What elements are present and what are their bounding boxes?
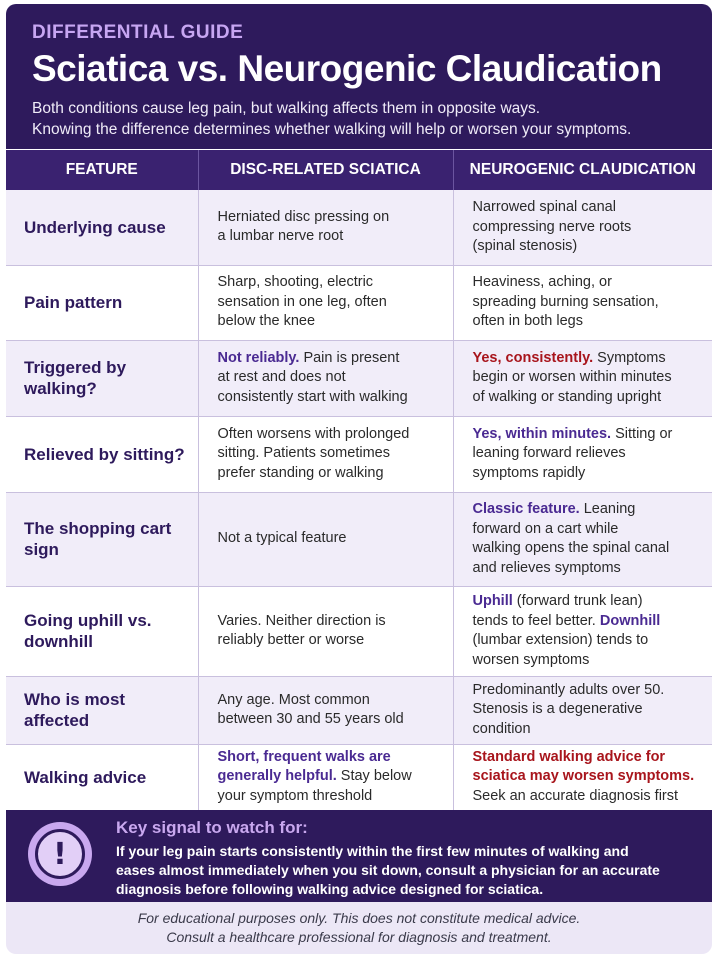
- cell-line: spreading burning sensation,: [472, 293, 659, 310]
- claudication-cell: [453, 190, 712, 265]
- table-row: [6, 676, 712, 744]
- cell-text: tends to feel better.: [472, 612, 600, 629]
- cell-text: Sitting or: [611, 425, 673, 442]
- feature-cell: Pain pattern: [6, 265, 198, 340]
- column-header-sciatica: DISC-RELATED SCIATICA: [198, 150, 453, 190]
- cell-line: Varies. Neither direction is: [217, 612, 386, 629]
- cell-text: Symptoms: [593, 349, 666, 366]
- cell-line: a lumbar nerve root: [217, 228, 344, 245]
- page-title: Sciatica vs. Neurogenic Claudication: [32, 48, 662, 89]
- table-row: [6, 340, 712, 416]
- cell-text: Stay below: [336, 768, 412, 785]
- column-header-feature: FEATURE: [6, 150, 198, 190]
- sciatica-cell: [198, 744, 453, 810]
- claudication-cell: [453, 744, 712, 810]
- emphasis-text: Yes, consistently.: [472, 349, 594, 366]
- cell-text: Leaning: [579, 501, 636, 517]
- table-row: [6, 744, 712, 810]
- cell-line: condition: [472, 720, 531, 737]
- subtitle: [32, 98, 712, 140]
- sciatica-cell: [198, 416, 453, 492]
- cell-line: often in both legs: [472, 313, 583, 330]
- disclaimer-footer: [6, 902, 712, 954]
- column-header-claudication: NEUROGENIC CLAUDICATION: [453, 150, 712, 190]
- cell-line: consistently start with walking: [217, 388, 408, 405]
- subtitle-line-1: Both conditions cause leg pain, but walking affects them in opposite ways.: [32, 100, 541, 117]
- key-signal-line: diagnosis before following walking advice designed for sciatica.: [116, 881, 544, 897]
- cell-line: forward on a cart while: [472, 520, 619, 537]
- cell-line: Seek an accurate diagnosis first: [472, 787, 679, 804]
- sciatica-cell: [198, 492, 453, 586]
- sciatica-cell: [198, 586, 453, 676]
- emphasis-text: Uphill: [472, 593, 513, 609]
- key-signal-line: If your leg pain starts consistently within the first few minutes of walking and: [116, 843, 629, 859]
- table-header-row: [6, 150, 712, 190]
- feature-cell: Who is most affected: [6, 676, 198, 744]
- table-row: [6, 586, 712, 676]
- feature-cell: Triggered by walking?: [6, 340, 198, 416]
- key-signal-line: eases almost immediately when you sit down, consult a physician for an accurate: [116, 862, 660, 878]
- cell-line: Predominantly adults over 50.: [472, 681, 665, 698]
- subtitle-line-2: Knowing the difference determines whether walking will help or worsen your symptoms.: [32, 121, 632, 138]
- exclamation-glyph: !: [35, 829, 85, 879]
- cell-line: Stenosis is a degenerative: [472, 701, 643, 718]
- feature-cell: The shopping cart sign: [6, 492, 198, 586]
- cell-line: (spinal stenosis): [472, 238, 578, 254]
- cell-line: Herniated disc pressing on: [217, 208, 390, 225]
- cell-line: your symptom threshold: [217, 787, 373, 804]
- emphasis-text: Standard walking advice for: [472, 748, 666, 765]
- cell-line: Sharp, shooting, electric: [217, 274, 374, 291]
- emphasis-text: Yes, within minutes.: [472, 425, 612, 442]
- feature-cell: Walking advice: [6, 744, 198, 810]
- cell-line: of walking or standing upright: [472, 388, 662, 405]
- cell-line: reliably better or worse: [217, 632, 365, 648]
- cell-line: symptoms rapidly: [472, 464, 586, 481]
- key-signal-title: Key signal to watch for:: [116, 818, 308, 837]
- claudication-cell: [453, 416, 712, 492]
- feature-cell: Going uphill vs. downhill: [6, 586, 198, 676]
- feature-cell: Relieved by sitting?: [6, 416, 198, 492]
- cell-line: worsen symptoms: [472, 651, 590, 668]
- cell-line: at rest and does not: [217, 369, 346, 386]
- sciatica-cell: [198, 265, 453, 340]
- disclaimer-line-1: For educational purposes only. This does not constitute medical advice.: [137, 910, 581, 926]
- claudication-cell: [453, 586, 712, 676]
- header: [6, 4, 712, 149]
- cell-line: compressing nerve roots: [472, 218, 632, 235]
- claudication-cell: [453, 492, 712, 586]
- cell-line: leaning forward relieves: [472, 445, 626, 462]
- cell-line: Any age. Most common: [217, 691, 370, 708]
- table-row: [6, 190, 712, 265]
- eyebrow-label: DIFFERENTIAL GUIDE: [32, 22, 244, 43]
- claudication-cell: [453, 676, 712, 744]
- cell-line: between 30 and 55 years old: [217, 711, 404, 727]
- key-signal-panel: [6, 810, 712, 902]
- cell-text: Pain is present: [299, 349, 400, 366]
- cell-line: (lumbar extension) tends to: [472, 632, 649, 648]
- cell-line: sensation in one leg, often: [217, 293, 387, 310]
- emphasis-text: generally helpful.: [217, 768, 337, 785]
- emphasis-text: sciatica may worsen symptoms.: [472, 768, 695, 785]
- comparison-table: [6, 150, 712, 811]
- emphasis-text: Downhill: [599, 612, 661, 629]
- exclamation-icon: [28, 822, 92, 886]
- disclaimer-line-2: Consult a healthcare professional for diagnosis and treatment.: [166, 929, 552, 945]
- table-row: [6, 492, 712, 586]
- cell-line: walking opens the spinal canal: [472, 540, 670, 556]
- cell-line: prefer standing or walking: [217, 464, 384, 481]
- table-row: [6, 265, 712, 340]
- cell-line: Often worsens with prolonged: [217, 425, 410, 442]
- claudication-cell: [453, 340, 712, 416]
- claudication-cell: [453, 265, 712, 340]
- emphasis-text: Short, frequent walks are: [217, 748, 391, 765]
- emphasis-text: Classic feature.: [472, 501, 580, 517]
- cell-text: (forward trunk lean): [512, 593, 643, 609]
- cell-line: sitting. Patients sometimes: [217, 445, 390, 462]
- sciatica-cell: [198, 676, 453, 744]
- sciatica-cell: [198, 190, 453, 265]
- feature-cell: Underlying cause: [6, 190, 198, 265]
- cell-line: below the knee: [217, 313, 316, 330]
- table-row: [6, 416, 712, 492]
- cell-line: Heaviness, aching, or: [472, 274, 612, 291]
- cell-line: and relieves symptoms: [472, 559, 621, 576]
- cell-line: begin or worsen within minutes: [472, 369, 672, 386]
- sciatica-cell: [198, 340, 453, 416]
- emphasis-text: Not reliably.: [217, 349, 300, 366]
- cell-line: Not a typical feature: [217, 530, 347, 547]
- cell-line: Narrowed spinal canal: [472, 199, 616, 215]
- key-signal-body: [116, 842, 696, 899]
